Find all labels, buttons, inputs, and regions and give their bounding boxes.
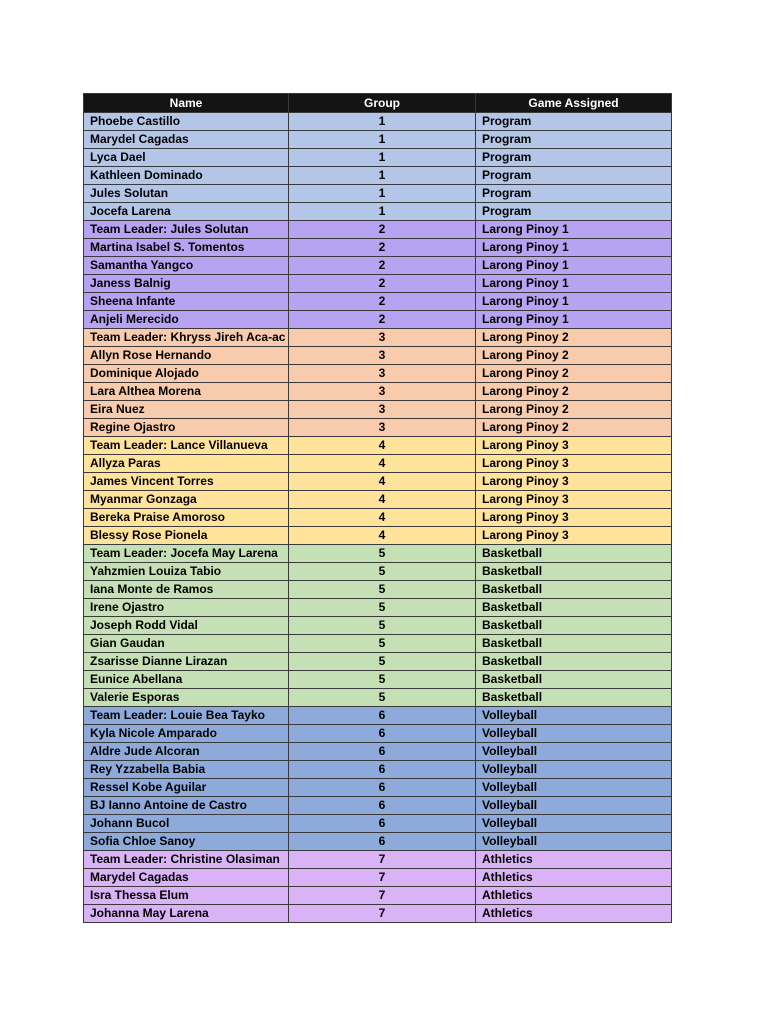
cell-group: 5 — [289, 617, 476, 635]
cell-name: Blessy Rose Pionela — [84, 527, 289, 545]
table-row — [84, 671, 672, 689]
table-row — [84, 599, 672, 617]
cell-game-assigned: Volleyball — [476, 707, 672, 725]
table-row — [84, 311, 672, 329]
table-row — [84, 365, 672, 383]
cell-game-assigned: Basketball — [476, 635, 672, 653]
table-row — [84, 491, 672, 509]
cell-name: Aldre Jude Alcoran — [84, 743, 289, 761]
cell-group: 5 — [289, 545, 476, 563]
cell-name: Zsarisse Dianne Lirazan — [84, 653, 289, 671]
cell-group: 2 — [289, 221, 476, 239]
cell-group: 6 — [289, 833, 476, 851]
cell-game-assigned: Larong Pinoy 3 — [476, 491, 672, 509]
cell-game-assigned: Volleyball — [476, 797, 672, 815]
cell-game-assigned: Basketball — [476, 599, 672, 617]
table-row — [84, 761, 672, 779]
cell-group: 1 — [289, 149, 476, 167]
table-header — [84, 94, 672, 113]
cell-game-assigned: Program — [476, 131, 672, 149]
table-row — [84, 833, 672, 851]
cell-group: 5 — [289, 635, 476, 653]
cell-group: 5 — [289, 671, 476, 689]
table-row — [84, 707, 672, 725]
cell-group: 4 — [289, 491, 476, 509]
table-row — [84, 797, 672, 815]
cell-group: 7 — [289, 869, 476, 887]
cell-group: 3 — [289, 401, 476, 419]
cell-game-assigned: Volleyball — [476, 815, 672, 833]
cell-name: Isra Thessa Elum — [84, 887, 289, 905]
cell-name: Samantha Yangco — [84, 257, 289, 275]
table-row — [84, 743, 672, 761]
table-row — [84, 257, 672, 275]
cell-group: 1 — [289, 167, 476, 185]
cell-game-assigned: Basketball — [476, 689, 672, 707]
cell-name: Allyza Paras — [84, 455, 289, 473]
cell-name: Janess Balnig — [84, 275, 289, 293]
cell-group: 7 — [289, 851, 476, 869]
cell-group: 6 — [289, 707, 476, 725]
table-row — [84, 383, 672, 401]
table-row — [84, 869, 672, 887]
cell-group: 6 — [289, 761, 476, 779]
table-body — [84, 113, 672, 923]
cell-name: Eunice Abellana — [84, 671, 289, 689]
cell-name: Kyla Nicole Amparado — [84, 725, 289, 743]
cell-group: 4 — [289, 527, 476, 545]
cell-name: BJ Ianno Antoine de Castro — [84, 797, 289, 815]
cell-game-assigned: Larong Pinoy 2 — [476, 383, 672, 401]
cell-name: Johanna May Larena — [84, 905, 289, 923]
cell-name: Team Leader: Jules Solutan — [84, 221, 289, 239]
cell-group: 5 — [289, 581, 476, 599]
cell-name: Valerie Esporas — [84, 689, 289, 707]
table-row — [84, 905, 672, 923]
cell-group: 7 — [289, 905, 476, 923]
cell-name: Iana Monte de Ramos — [84, 581, 289, 599]
cell-game-assigned: Basketball — [476, 671, 672, 689]
cell-name: Irene Ojastro — [84, 599, 289, 617]
table-row — [84, 221, 672, 239]
cell-group: 1 — [289, 131, 476, 149]
cell-game-assigned: Larong Pinoy 2 — [476, 419, 672, 437]
cell-name: Sofia Chloe Sanoy — [84, 833, 289, 851]
cell-game-assigned: Larong Pinoy 2 — [476, 347, 672, 365]
header-game-assigned: Game Assigned — [476, 94, 672, 113]
cell-name: Yahzmien Louiza Tabio — [84, 563, 289, 581]
cell-game-assigned: Program — [476, 167, 672, 185]
cell-group: 5 — [289, 599, 476, 617]
cell-name: Martina Isabel S. Tomentos — [84, 239, 289, 257]
cell-game-assigned: Program — [476, 185, 672, 203]
table-row — [84, 113, 672, 131]
cell-group: 3 — [289, 365, 476, 383]
cell-name: Myanmar Gonzaga — [84, 491, 289, 509]
cell-game-assigned: Larong Pinoy 1 — [476, 239, 672, 257]
table-row — [84, 581, 672, 599]
table-row — [84, 167, 672, 185]
cell-name: Anjeli Merecido — [84, 311, 289, 329]
cell-name: Lara Althea Morena — [84, 383, 289, 401]
cell-game-assigned: Volleyball — [476, 779, 672, 797]
cell-game-assigned: Athletics — [476, 905, 672, 923]
cell-game-assigned: Athletics — [476, 869, 672, 887]
table-row — [84, 563, 672, 581]
cell-game-assigned: Larong Pinoy 2 — [476, 365, 672, 383]
cell-name: Allyn Rose Hernando — [84, 347, 289, 365]
table-row — [84, 293, 672, 311]
table-row — [84, 401, 672, 419]
cell-group: 5 — [289, 563, 476, 581]
cell-group: 2 — [289, 239, 476, 257]
cell-group: 6 — [289, 815, 476, 833]
cell-game-assigned: Larong Pinoy 2 — [476, 329, 672, 347]
cell-name: Team Leader: Jocefa May Larena — [84, 545, 289, 563]
table-row — [84, 617, 672, 635]
cell-name: Lyca Dael — [84, 149, 289, 167]
table-row — [84, 239, 672, 257]
cell-name: Eira Nuez — [84, 401, 289, 419]
cell-group: 6 — [289, 779, 476, 797]
cell-game-assigned: Larong Pinoy 3 — [476, 509, 672, 527]
cell-group: 2 — [289, 293, 476, 311]
cell-group: 3 — [289, 329, 476, 347]
cell-game-assigned: Basketball — [476, 563, 672, 581]
cell-name: Regine Ojastro — [84, 419, 289, 437]
cell-game-assigned: Athletics — [476, 851, 672, 869]
table-row — [84, 653, 672, 671]
table-row — [84, 689, 672, 707]
cell-game-assigned: Basketball — [476, 617, 672, 635]
cell-group: 1 — [289, 185, 476, 203]
table-row — [84, 725, 672, 743]
cell-game-assigned: Program — [476, 113, 672, 131]
cell-group: 5 — [289, 653, 476, 671]
cell-game-assigned: Larong Pinoy 3 — [476, 527, 672, 545]
cell-name: Rey Yzzabella Babia — [84, 761, 289, 779]
cell-game-assigned: Larong Pinoy 3 — [476, 437, 672, 455]
cell-game-assigned: Basketball — [476, 545, 672, 563]
cell-name: Gian Gaudan — [84, 635, 289, 653]
table-row — [84, 851, 672, 869]
table-row — [84, 419, 672, 437]
cell-name: Johann Bucol — [84, 815, 289, 833]
cell-name: Team Leader: Khryss Jireh Aca-ac — [84, 329, 289, 347]
table-row — [84, 185, 672, 203]
cell-game-assigned: Larong Pinoy 1 — [476, 275, 672, 293]
table-row — [84, 887, 672, 905]
cell-game-assigned: Basketball — [476, 581, 672, 599]
cell-game-assigned: Program — [476, 203, 672, 221]
cell-game-assigned: Basketball — [476, 653, 672, 671]
cell-group: 2 — [289, 257, 476, 275]
cell-group: 4 — [289, 455, 476, 473]
table-row — [84, 131, 672, 149]
cell-game-assigned: Larong Pinoy 1 — [476, 311, 672, 329]
cell-group: 3 — [289, 383, 476, 401]
table-row — [84, 275, 672, 293]
cell-group: 5 — [289, 689, 476, 707]
cell-group: 4 — [289, 437, 476, 455]
cell-game-assigned: Larong Pinoy 3 — [476, 455, 672, 473]
table-row — [84, 329, 672, 347]
cell-group: 2 — [289, 275, 476, 293]
cell-name: Team Leader: Lance Villanueva — [84, 437, 289, 455]
cell-game-assigned: Program — [476, 149, 672, 167]
cell-group: 6 — [289, 797, 476, 815]
table-row — [84, 545, 672, 563]
header-row — [84, 94, 672, 113]
table-row — [84, 203, 672, 221]
cell-group: 3 — [289, 419, 476, 437]
table-row — [84, 779, 672, 797]
cell-name: Phoebe Castillo — [84, 113, 289, 131]
cell-name: Team Leader: Louie Bea Tayko — [84, 707, 289, 725]
cell-game-assigned: Athletics — [476, 887, 672, 905]
table-row — [84, 473, 672, 491]
cell-group: 6 — [289, 743, 476, 761]
cell-group: 3 — [289, 347, 476, 365]
cell-name: Jocefa Larena — [84, 203, 289, 221]
cell-group: 6 — [289, 725, 476, 743]
cell-name: Dominique Alojado — [84, 365, 289, 383]
cell-group: 1 — [289, 113, 476, 131]
table-row — [84, 455, 672, 473]
table-row — [84, 437, 672, 455]
cell-name: Team Leader: Christine Olasiman — [84, 851, 289, 869]
cell-name: Joseph Rodd Vidal — [84, 617, 289, 635]
cell-name: Ressel Kobe Aguilar — [84, 779, 289, 797]
cell-name: Marydel Cagadas — [84, 131, 289, 149]
table-row — [84, 635, 672, 653]
cell-game-assigned: Larong Pinoy 1 — [476, 293, 672, 311]
cell-name: Bereka Praise Amoroso — [84, 509, 289, 527]
cell-game-assigned: Volleyball — [476, 743, 672, 761]
table-row — [84, 527, 672, 545]
table-row — [84, 149, 672, 167]
cell-name: Marydel Cagadas — [84, 869, 289, 887]
cell-name: Kathleen Dominado — [84, 167, 289, 185]
table-row — [84, 815, 672, 833]
cell-game-assigned: Volleyball — [476, 761, 672, 779]
cell-game-assigned: Larong Pinoy 1 — [476, 257, 672, 275]
cell-name: Jules Solutan — [84, 185, 289, 203]
header-group: Group — [289, 94, 476, 113]
table-row — [84, 509, 672, 527]
cell-group: 1 — [289, 203, 476, 221]
header-name: Name — [84, 94, 289, 113]
cell-name: James Vincent Torres — [84, 473, 289, 491]
cell-game-assigned: Larong Pinoy 1 — [476, 221, 672, 239]
table-row — [84, 347, 672, 365]
cell-game-assigned: Volleyball — [476, 725, 672, 743]
cell-game-assigned: Larong Pinoy 2 — [476, 401, 672, 419]
cell-group: 2 — [289, 311, 476, 329]
cell-name: Sheena Infante — [84, 293, 289, 311]
cell-group: 7 — [289, 887, 476, 905]
cell-game-assigned: Larong Pinoy 3 — [476, 473, 672, 491]
cell-group: 4 — [289, 473, 476, 491]
assignment-table — [83, 93, 672, 923]
cell-group: 4 — [289, 509, 476, 527]
cell-game-assigned: Volleyball — [476, 833, 672, 851]
